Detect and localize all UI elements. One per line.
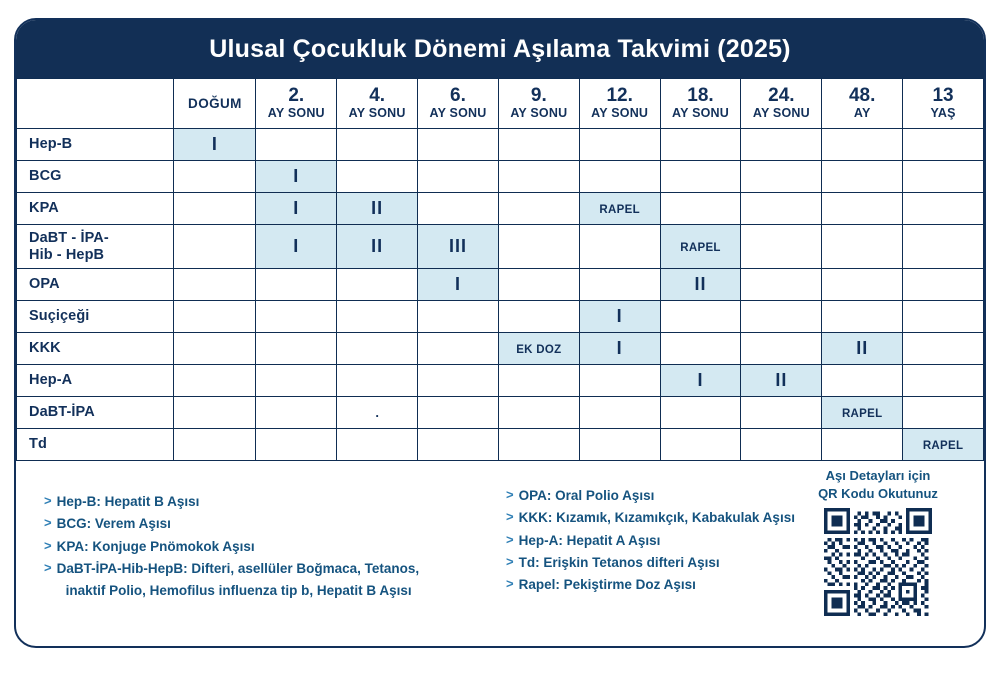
cell-sucicegi-24ay [741, 301, 822, 333]
cell-kpa-9ay [498, 193, 579, 225]
cell-hepb-4ay [337, 129, 418, 161]
header-top-12ay: 12. [606, 85, 633, 107]
dot-mark: . [375, 405, 379, 420]
table-row [17, 301, 984, 333]
vaccination-schedule-card [14, 18, 986, 648]
cell-hepb-dogum [174, 129, 256, 161]
cell-opa-24ay [741, 269, 822, 301]
cell-opa-2ay [256, 269, 337, 301]
cell-td-13yas [903, 429, 984, 461]
cell-kkk-9ay [498, 333, 579, 365]
table-row [17, 429, 984, 461]
cell-td-18ay [660, 429, 741, 461]
cell-kkk-18ay [660, 333, 741, 365]
header-bottom-12ay: AY SONU [591, 105, 649, 120]
cell-hepa-18ay [660, 365, 741, 397]
cell-dabt-dogum [174, 397, 256, 429]
cell-hepa-dogum [174, 365, 256, 397]
cell-hepa-13yas [903, 365, 984, 397]
cell-kpa-12ay [579, 193, 660, 225]
chevron-right-icon: > [44, 493, 52, 508]
ekdoz-mark: EK DOZ [516, 344, 562, 356]
cell-opa-4ay [337, 269, 418, 301]
header-top-2ay: 2. [288, 85, 305, 107]
cell-kkk-48ay [822, 333, 903, 365]
legend-label-td: Td: Erişkin Tetanos difteri Aşısı [518, 554, 720, 570]
cell-dabt5-9ay [498, 225, 579, 269]
cell-sucicegi-18ay [660, 301, 741, 333]
cell-kpa-dogum [174, 193, 256, 225]
legend-item [506, 485, 826, 507]
cell-hepb-12ay [579, 129, 660, 161]
header-row [17, 79, 984, 129]
dose-mark: II [775, 370, 788, 390]
cell-td-dogum [174, 429, 256, 461]
row-label-kkk: KKK [17, 333, 174, 365]
cell-hepb-48ay [822, 129, 903, 161]
cell-kkk-24ay [741, 333, 822, 365]
header-bottom-13yas: YAŞ [930, 105, 956, 120]
header-col-4ay [337, 79, 418, 129]
legend-label-bcg: BCG: Verem Aşısı [56, 516, 171, 532]
cell-sucicegi-4ay [337, 301, 418, 333]
legend-label-kkk: KKK: Kızamık, Kızamıkçık, Kabakulak Aşısı [518, 510, 795, 526]
cell-kkk-2ay [256, 333, 337, 365]
cell-kkk-12ay [579, 333, 660, 365]
qr-caption [798, 467, 958, 502]
dose-mark: I [616, 306, 623, 326]
cell-bcg-dogum [174, 161, 256, 193]
cell-bcg-48ay [822, 161, 903, 193]
dose-mark: I [211, 134, 218, 154]
header-bottom-24ay: AY SONU [752, 105, 810, 120]
row-label-hepb: Hep-B [17, 129, 174, 161]
header-col-9ay [498, 79, 579, 129]
table-row [17, 129, 984, 161]
cell-dabt5-12ay [579, 225, 660, 269]
cell-hepb-13yas [903, 129, 984, 161]
cell-dabt5-48ay [822, 225, 903, 269]
cell-dabt-9ay [498, 397, 579, 429]
cell-dabt-6ay [418, 397, 499, 429]
chevron-right-icon: > [506, 509, 514, 525]
cell-sucicegi-2ay [256, 301, 337, 333]
rapel-mark: RAPEL [841, 408, 883, 420]
rapel-mark: RAPEL [680, 242, 721, 254]
legend-label-dabt5 [57, 558, 420, 603]
legend-item [506, 552, 826, 574]
row-label-hepa: Hep-A [17, 365, 174, 397]
cell-td-12ay [579, 429, 660, 461]
cell-opa-12ay [579, 269, 660, 301]
header-top-48ay: 48. [848, 85, 876, 107]
header-bottom-18ay: AY SONU [672, 105, 729, 120]
chevron-right-icon: > [44, 515, 52, 531]
header-top-13yas: 13 [932, 85, 954, 107]
cell-td-4ay [337, 429, 418, 461]
cell-bcg-2ay [256, 161, 337, 193]
row-label-opa: OPA [17, 269, 174, 301]
dose-mark: II [856, 338, 869, 358]
chevron-right-icon: > [44, 537, 52, 553]
legend-label-kpa: KPA: Konjuge Pnömokok Aşısı [56, 538, 255, 554]
dose-mark: I [293, 236, 300, 256]
cell-kpa-24ay [741, 193, 822, 225]
cell-hepa-2ay [256, 365, 337, 397]
header-empty-corner [17, 79, 174, 129]
cell-kpa-18ay [660, 193, 741, 225]
cell-dabt5-2ay [256, 225, 337, 269]
header-bottom-48ay: AY [853, 105, 871, 120]
cell-kpa-6ay [418, 193, 499, 225]
legend-item [506, 530, 826, 552]
cell-sucicegi-9ay [498, 301, 579, 333]
legend-label-dabt5-line2: inaktif Polio, Hemofilus influenza tip b, Hepatit B Aşısı [65, 583, 412, 599]
header-col-2ay [256, 79, 337, 129]
cell-td-6ay [418, 429, 499, 461]
qr-code-icon[interactable] [824, 508, 932, 616]
cell-hepb-9ay [498, 129, 579, 161]
cell-kkk-6ay [418, 333, 499, 365]
cell-hepa-24ay [741, 365, 822, 397]
cell-opa-9ay [498, 269, 579, 301]
dose-mark: I [293, 198, 300, 218]
legend-item [44, 536, 504, 558]
cell-kpa-2ay [256, 193, 337, 225]
cell-hepa-6ay [418, 365, 499, 397]
rapel-mark: RAPEL [599, 204, 640, 216]
legend-label-hepa: Hep-A: Hepatit A Aşısı [518, 532, 661, 548]
cell-opa-18ay [660, 269, 741, 301]
header-col-18ay [660, 79, 741, 129]
header-col-13yas [903, 79, 984, 129]
qr-caption-line2: QR Kodu Okutunuz [818, 485, 938, 501]
legend-item [506, 574, 826, 596]
cell-td-2ay [256, 429, 337, 461]
cell-kpa-48ay [822, 193, 903, 225]
cell-kpa-4ay [337, 193, 418, 225]
legend-item [44, 491, 504, 513]
cell-bcg-18ay [660, 161, 741, 193]
cell-dabt5-13yas [903, 225, 984, 269]
cell-dabt-4ay [337, 397, 418, 429]
header-top-24ay: 24. [768, 85, 795, 107]
dose-mark: I [454, 274, 461, 294]
cell-dabt5-4ay [337, 225, 418, 269]
table-row [17, 397, 984, 429]
cell-sucicegi-13yas [903, 301, 984, 333]
cell-hepb-6ay [418, 129, 499, 161]
cell-dabt5-18ay [660, 225, 741, 269]
header-col-24ay [741, 79, 822, 129]
cell-bcg-9ay [498, 161, 579, 193]
table-row [17, 269, 984, 301]
legend-column-left [44, 491, 504, 602]
header-top-9ay: 9. [530, 85, 547, 107]
legend-item [44, 558, 504, 603]
cell-sucicegi-6ay [418, 301, 499, 333]
cell-sucicegi-48ay [822, 301, 903, 333]
cell-hepb-18ay [660, 129, 741, 161]
row-label-kpa: KPA [17, 193, 174, 225]
cell-dabt5-6ay [418, 225, 499, 269]
table-header [17, 79, 984, 129]
chevron-right-icon: > [506, 576, 514, 592]
header-col-dogum: DOĞUM [174, 79, 256, 129]
legend-label-opa: OPA: Oral Polio Aşısı [518, 488, 655, 503]
cell-td-9ay [498, 429, 579, 461]
header-top-4ay: 4. [369, 85, 386, 107]
cell-hepa-9ay [498, 365, 579, 397]
dose-mark: II [371, 198, 384, 218]
row-label-bcg: BCG [17, 161, 174, 193]
dose-mark: II [694, 274, 707, 294]
cell-opa-13yas [903, 269, 984, 301]
cell-hepa-4ay [337, 365, 418, 397]
cell-bcg-13yas [903, 161, 984, 193]
page-title: Ulusal Çocukluk Dönemi Aşılama Takvimi (2025) [209, 34, 791, 63]
cell-dabt5-dogum [174, 225, 256, 269]
cell-bcg-6ay [418, 161, 499, 193]
chevron-right-icon: > [506, 487, 514, 502]
cell-bcg-12ay [579, 161, 660, 193]
cell-hepa-12ay [579, 365, 660, 397]
cell-kpa-13yas [903, 193, 984, 225]
cell-td-24ay [741, 429, 822, 461]
legend-column-right [506, 485, 826, 596]
cell-hepb-24ay [741, 129, 822, 161]
chevron-right-icon: > [506, 553, 514, 569]
chevron-right-icon: > [44, 559, 52, 575]
cell-dabt5-24ay [741, 225, 822, 269]
vaccination-schedule-table [16, 78, 984, 461]
cell-opa-dogum [174, 269, 256, 301]
dose-mark: II [371, 236, 384, 256]
qr-caption-line1: Aşı Detayları için [825, 468, 931, 483]
cell-bcg-4ay [337, 161, 418, 193]
table-row [17, 365, 984, 397]
dose-mark: I [293, 166, 300, 186]
cell-sucicegi-dogum [174, 301, 256, 333]
table-row [17, 333, 984, 365]
header-col-48ay [822, 79, 903, 129]
cell-bcg-24ay [741, 161, 822, 193]
legend-label-dabt5-line1: DaBT-İPA-Hib-HepB: Difteri, asellüler Boğmaca, Tetanos, [56, 560, 420, 576]
cell-dabt-24ay [741, 397, 822, 429]
row-label-dabt-ipa: DaBT-İPA [17, 397, 174, 429]
row-label-dabt-ipa-hib-hepb: DaBT - İPA- Hib - HepB [17, 225, 174, 269]
header-col-12ay [579, 79, 660, 129]
cell-dabt-13yas [903, 397, 984, 429]
header-top-18ay: 18. [687, 85, 714, 107]
legend-label-rapel: Rapel: Pekiştirme Doz Aşısı [518, 577, 696, 593]
cell-dabt-2ay [256, 397, 337, 429]
cell-sucicegi-12ay [579, 301, 660, 333]
legend-item [506, 507, 826, 529]
cell-kkk-13yas [903, 333, 984, 365]
header-bottom-6ay: AY SONU [429, 105, 487, 120]
header-bottom-2ay: AY SONU [267, 105, 325, 120]
header-top-6ay: 6. [450, 85, 466, 107]
legend-label-hepb: Hep-B: Hepatit B Aşısı [56, 494, 200, 509]
table-row [17, 161, 984, 193]
card-title-bar [16, 20, 984, 78]
header-bottom-9ay: AY SONU [510, 105, 568, 120]
dose-mark: III [448, 236, 467, 256]
cell-hepa-48ay [822, 365, 903, 397]
table-body [17, 129, 984, 461]
dose-mark: I [616, 338, 623, 358]
row-label-td: Td [17, 429, 174, 461]
table-row [17, 193, 984, 225]
cell-dabt-48ay [822, 397, 903, 429]
chevron-right-icon: > [506, 531, 514, 547]
cell-td-48ay [822, 429, 903, 461]
cell-kkk-dogum [174, 333, 256, 365]
cell-dabt-18ay [660, 397, 741, 429]
cell-opa-6ay [418, 269, 499, 301]
cell-kkk-4ay [337, 333, 418, 365]
qr-block [798, 467, 958, 616]
header-col-6ay [418, 79, 499, 129]
cell-dabt-12ay [579, 397, 660, 429]
cell-hepb-2ay [256, 129, 337, 161]
legend-section [16, 461, 984, 648]
row-label-sucicegi: Suçiçeği [17, 301, 174, 333]
cell-opa-48ay [822, 269, 903, 301]
legend-item [44, 513, 504, 535]
header-bottom-4ay: AY SONU [348, 105, 406, 120]
rapel-mark: RAPEL [922, 440, 964, 452]
dose-mark: I [697, 370, 704, 390]
table-row [17, 225, 984, 269]
